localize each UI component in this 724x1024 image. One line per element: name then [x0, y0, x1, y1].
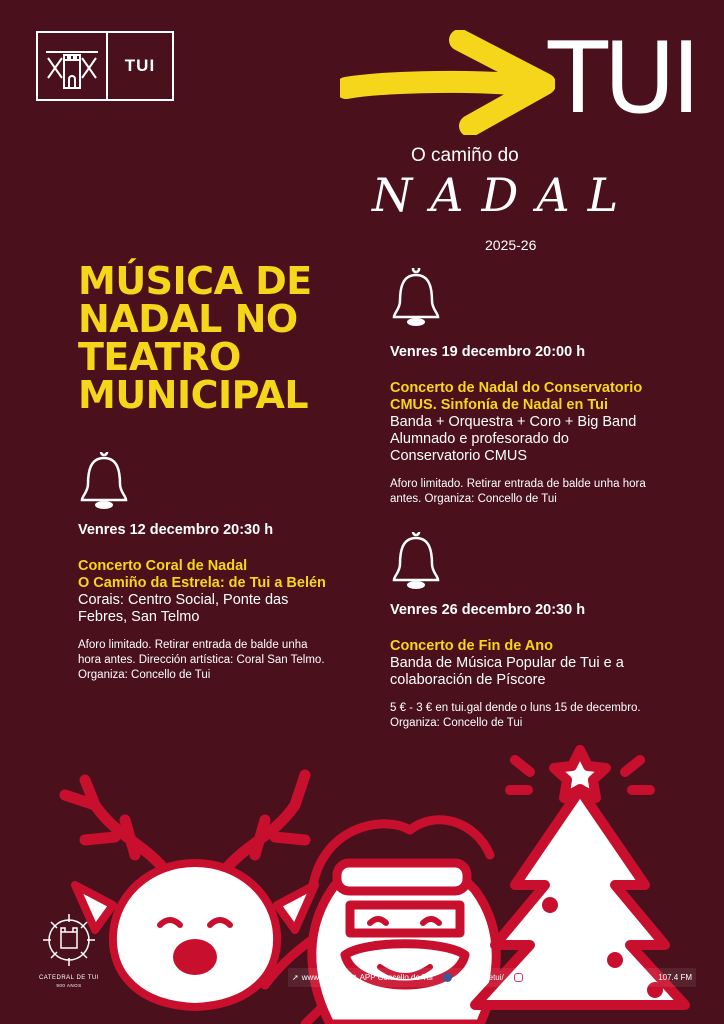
- footer-app[interactable]: [352, 973, 433, 982]
- footer-instagram-label: concello_de_tui: [525, 973, 582, 982]
- instagram-icon: [514, 973, 523, 982]
- bell-icon: [78, 452, 130, 512]
- event-info-line: Organiza: Concello de Tui: [390, 717, 523, 729]
- footer-radio: [658, 973, 692, 982]
- arrow-icon: [340, 30, 555, 135]
- event-desc: Febres, San Telmo: [78, 609, 200, 625]
- event-desc: Banda + Orquestra + Coro + Big Band: [390, 414, 637, 430]
- facebook-icon: [443, 973, 452, 982]
- main-title: [78, 259, 318, 417]
- footer-web-label: www.tui.gal: [301, 973, 343, 982]
- event-info-line: 5 € - 3 € en tui.gal dende o luns 15 de decembro.: [390, 702, 641, 714]
- event-title: Concerto Coral de Nadal: [78, 558, 248, 574]
- logo-text: TUI: [124, 56, 156, 75]
- bell-icon: [390, 268, 442, 330]
- big-title: TUI: [548, 22, 697, 136]
- footer-instagram[interactable]: [514, 973, 582, 982]
- castle-icon: [38, 33, 108, 99]
- event-date: Venres 12 decembro 20:30 h: [78, 522, 274, 538]
- phone-icon: ▯: [352, 973, 357, 982]
- event-title: Concerto de Nadal do Conservatorio: [390, 380, 643, 396]
- event-info: [390, 701, 690, 731]
- event-date: Venres 19 decembro 20:00 h: [390, 344, 586, 360]
- concello-logo: [36, 31, 174, 101]
- event-3: [390, 602, 690, 731]
- footer-facebook-label: concellodetui/: [454, 973, 504, 982]
- footer-bar: [288, 968, 696, 987]
- event-info: [390, 477, 690, 507]
- footer-radio-label: 107.4 FM: [658, 973, 692, 982]
- main-title-line: MUNICIPAL: [78, 373, 309, 417]
- event-desc: Banda de Música Popular de Tui e a: [390, 655, 624, 671]
- event-desc: Alumnado e profesorado do: [390, 431, 569, 447]
- event-info-line: hora antes. Dirección artística: Coral San Telmo.: [78, 654, 325, 666]
- footer-web[interactable]: [292, 973, 342, 982]
- crest-name: CATEDRAL DE TUI: [38, 975, 100, 981]
- santa-icon: [312, 820, 496, 1024]
- bell-icon: [390, 532, 442, 592]
- event-desc: Corais: Centro Social, Ponte das: [78, 592, 289, 608]
- event-info-line: antes. Organiza: Concello de Tui: [390, 493, 557, 505]
- event-1: [78, 522, 368, 683]
- tree-icon: [475, 750, 685, 1005]
- main-title-line: MÚSICA DE: [78, 259, 312, 303]
- main-title-line: TEATRO: [78, 335, 241, 379]
- crest-sub: 900 ANOS: [56, 983, 82, 988]
- event-date: Venres 26 decembro 20:30 h: [390, 602, 586, 618]
- footer-app-label: APP Concello de Tui: [359, 973, 433, 982]
- event-2: [390, 344, 690, 507]
- year-label: 2025-26: [485, 237, 537, 253]
- subtitle: O camiño do: [411, 145, 519, 166]
- cathedral-crest-icon: [37, 910, 101, 968]
- event-info-line: Aforo limitado. Retirar entrada de balde unha: [78, 639, 308, 651]
- footer-facebook[interactable]: [443, 973, 504, 982]
- event-desc: colaboración de Píscore: [390, 672, 546, 688]
- event-title: O Camiño da Estrela: de Tui a Belén: [78, 575, 326, 591]
- event-info-line: Organiza: Concello de Tui: [78, 669, 211, 681]
- event-info: [78, 638, 368, 683]
- nadal-title: NADAL: [372, 168, 637, 222]
- cursor-icon: ➚: [292, 973, 299, 982]
- event-desc: Conservatorio CMUS: [390, 448, 527, 464]
- cathedral-crest: [34, 910, 104, 988]
- event-info-line: Aforo limitado. Retirar entrada de balde unha hora: [390, 478, 646, 490]
- main-title-line: NADAL NO: [78, 297, 298, 341]
- event-title: CMUS. Sinfonía de Nadal en Tui: [390, 397, 609, 413]
- event-title: Concerto de Fin de Ano: [390, 638, 553, 654]
